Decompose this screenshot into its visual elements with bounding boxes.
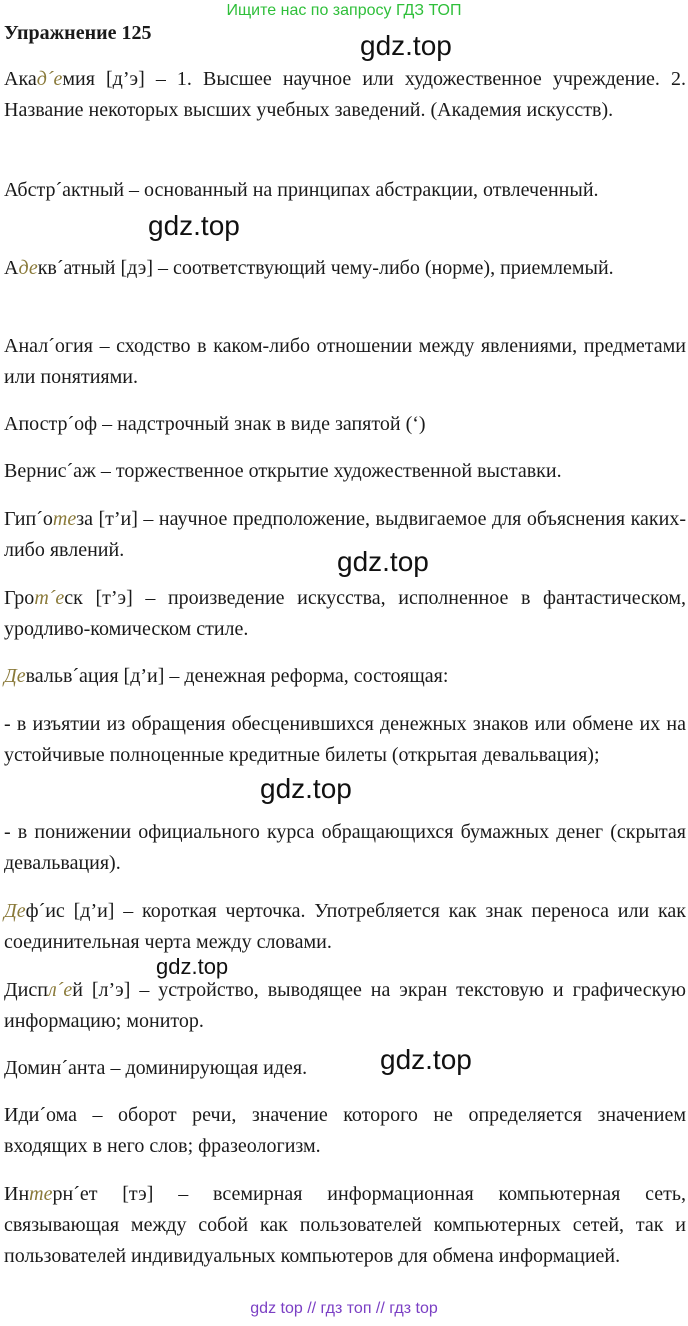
watermark-logo: gdz.top: [156, 954, 229, 979]
entry-apostrof: Апостр´оф – надстрочный знак в виде запятой (‘): [4, 413, 426, 435]
entry-adekvatnyy: Адекв´атный [дэ] – соответствующий чему-либо (норме), приемлемый.: [4, 257, 614, 279]
entry-akademiya: Акад´емия [д’э] – 1. Высшее научное или художественное учреждение. 2. Название некоторых высших учебных заведений. (Академия искусств).: [4, 68, 686, 121]
top-banner[interactable]: Ищите нас по запросу ГДЗ ТОП: [226, 2, 462, 19]
entry-dominanta: Домин´анта – доминирующая идея.: [4, 1057, 308, 1079]
entry-defis: Деф´ис [д’и] – короткая черточка. Употребляется как знак переноса или как соединительная черта между словами.: [4, 900, 686, 953]
entry-devalvatsiya: Девальв´ация [д’и] – денежная реформа, состоящая:: [4, 665, 449, 687]
watermark-logo: gdz.top: [380, 1044, 472, 1075]
watermark-logo: gdz.top: [148, 210, 240, 241]
entry-devalvatsiya-hidden: - в понижении официального курса обращающихся бумажных денег (скрытая девальвация).: [4, 821, 686, 874]
entry-idioma: Иди´ома – оборот речи, значение которого не определяется значением входящих в него слов; фразеологизм.: [4, 1104, 686, 1157]
watermark-logo: gdz.top: [260, 773, 352, 804]
entry-abstraktnyy: Абстр´актный – основанный на принципах абстракции, отвлеченный.: [4, 179, 599, 201]
entry-devalvatsiya-open: - в изъятии из обращения обесценившихся денежных знаков или обмене их на устойчивые полноценные кредитные билеты (открытая девальвация);: [4, 713, 686, 766]
watermark-logo: gdz.top: [337, 546, 429, 577]
entry-internet: Интерн´ет [тэ] – всемирная информационная компьютерная сеть, связывающая между собой как пользователей компьютерных сетей, так и пользователей индивидуальных компьютеров для обмена информацией.: [4, 1183, 686, 1267]
entry-analogiya: Анал´огия – сходство в каком-либо отношении между явлениями, предметами или понятиями.: [4, 335, 686, 388]
watermark-logo: gdz.top: [360, 30, 452, 61]
entry-gipoteza: Гип´отеза [т’и] – научное предположение, выдвигаемое для объяснения каких-либо явлений.: [4, 508, 686, 561]
exercise-heading: Упражнение 125: [4, 22, 152, 44]
entry-grotesk: Грот´еск [т’э] – произведение искусства, исполненное в фантастическом, уродливо-комическом стиле.: [4, 587, 686, 640]
entry-displey: Диспл´ей [л’э] – устройство, выводящее на экран текстовую и графическую информацию; монитор.: [4, 979, 686, 1032]
footer-links[interactable]: gdz top // гдз топ // гдз top: [250, 1300, 438, 1317]
entry-vernisazh: Вернис´аж – торжественное открытие художественной выставки.: [4, 460, 562, 482]
